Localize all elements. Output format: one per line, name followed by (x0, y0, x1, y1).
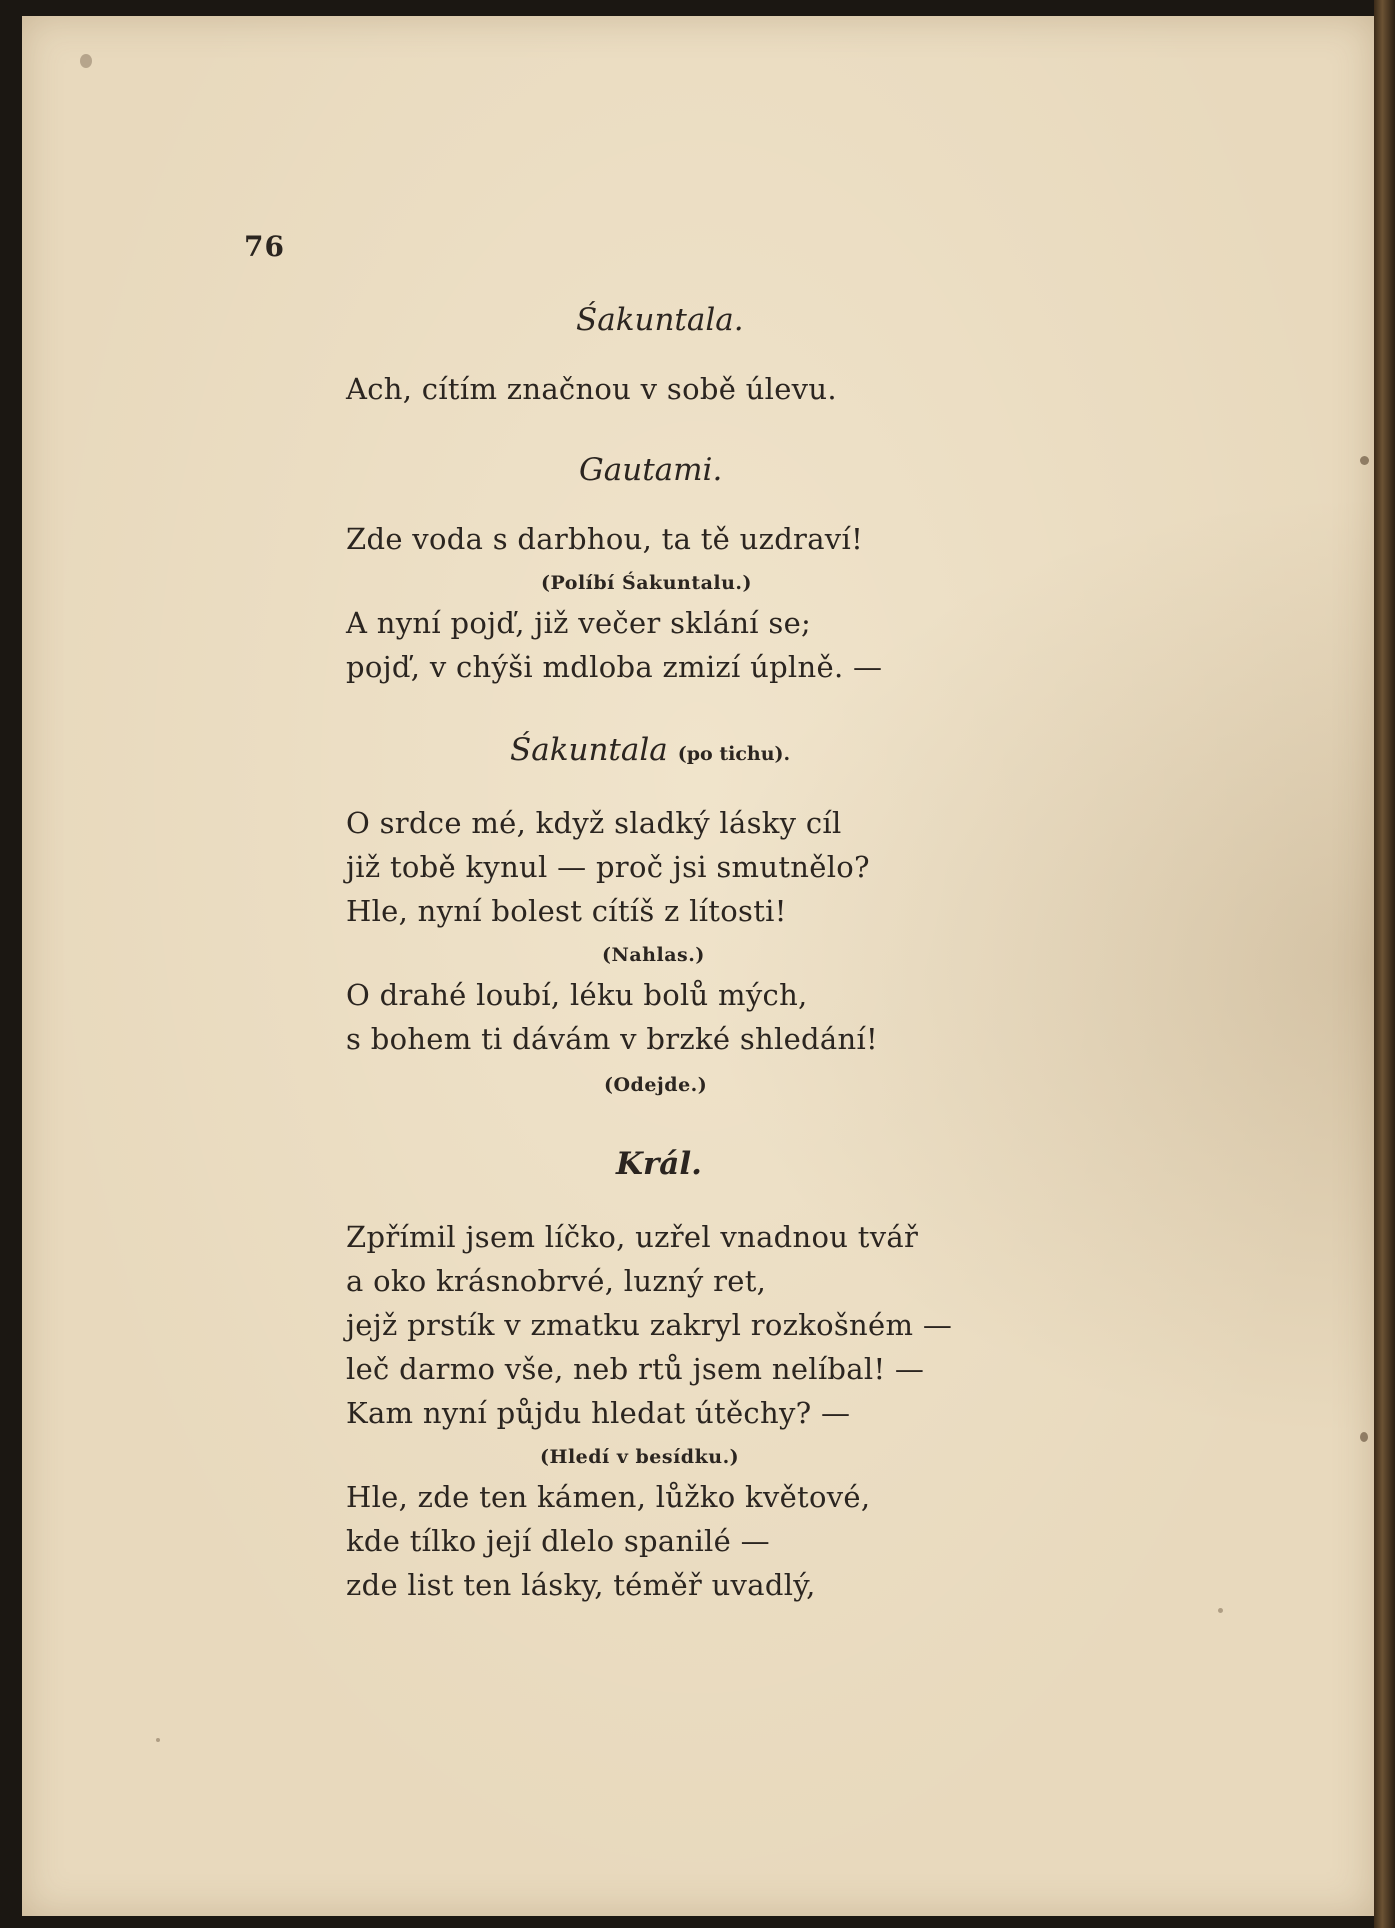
book-spine-edge (1374, 0, 1395, 1928)
speaker-sakuntala-2 (510, 732, 790, 768)
verse-line-10: Zpřímil jsem líčko, uzřel vnadnou tvář (346, 1220, 919, 1254)
verse-line-14: Kam nyní půjdu hledat útěchy? — (346, 1396, 851, 1430)
page-number: 76 (244, 230, 285, 263)
paper-speck (156, 1738, 160, 1742)
stage-direction-1: (Políbí Śakuntalu.) (541, 572, 753, 594)
stage-direction-2: (Nahlas.) (602, 944, 705, 966)
stage-direction-3: (Odejde.) (604, 1074, 708, 1096)
verse-line-6: již tobě kynul — proč jsi smutnělo? (346, 850, 870, 884)
speaker-kral: Král. (616, 1146, 702, 1182)
paper-speck (1360, 1432, 1368, 1442)
verse-line-8: O drahé loubí, léku bolů mých, (346, 978, 808, 1012)
book-page (22, 16, 1374, 1916)
stage-direction-4: (Hledí v besídku.) (540, 1446, 740, 1468)
speaker-aside: (po tichu). (677, 743, 791, 765)
paper-speck (80, 54, 92, 68)
paper-speck (1360, 456, 1369, 465)
verse-line-11: a oko krásnobrvé, luzný ret, (346, 1264, 767, 1298)
verse-line-1: Ach, cítím značnou v sobě úlevu. (346, 372, 837, 406)
verse-line-9: s bohem ti dávám v brzké shledání! (346, 1022, 878, 1056)
speaker-name: Śakuntala (510, 732, 668, 768)
verse-line-16: kde tílko její dlelo spanilé — (346, 1524, 770, 1558)
verse-line-17: zde list ten lásky, téměř uvadlý, (346, 1568, 816, 1602)
verse-line-5: O srdce mé, když sladký lásky cíl (346, 806, 842, 840)
verse-line-15: Hle, zde ten kámen, lůžko květové, (346, 1480, 871, 1514)
verse-line-7: Hle, nyní bolest cítíš z lítosti! (346, 894, 787, 928)
verse-line-12: jejž prstík v zmatku zakryl rozkošném — (346, 1308, 953, 1342)
speaker-sakuntala-1: Śakuntala. (576, 302, 744, 338)
verse-line-13: leč darmo vše, neb rtů jsem nelíbal! — (346, 1352, 925, 1386)
paper-speck (1218, 1608, 1223, 1613)
verse-line-4: pojď, v chýši mdloba zmizí úplně. — (346, 650, 883, 684)
verse-line-2: Zde voda s darbhou, ta tě uzdraví! (346, 522, 864, 556)
speaker-gautami: Gautami. (579, 452, 723, 488)
verse-line-3: A nyní pojď, již večer sklání se; (346, 606, 812, 640)
